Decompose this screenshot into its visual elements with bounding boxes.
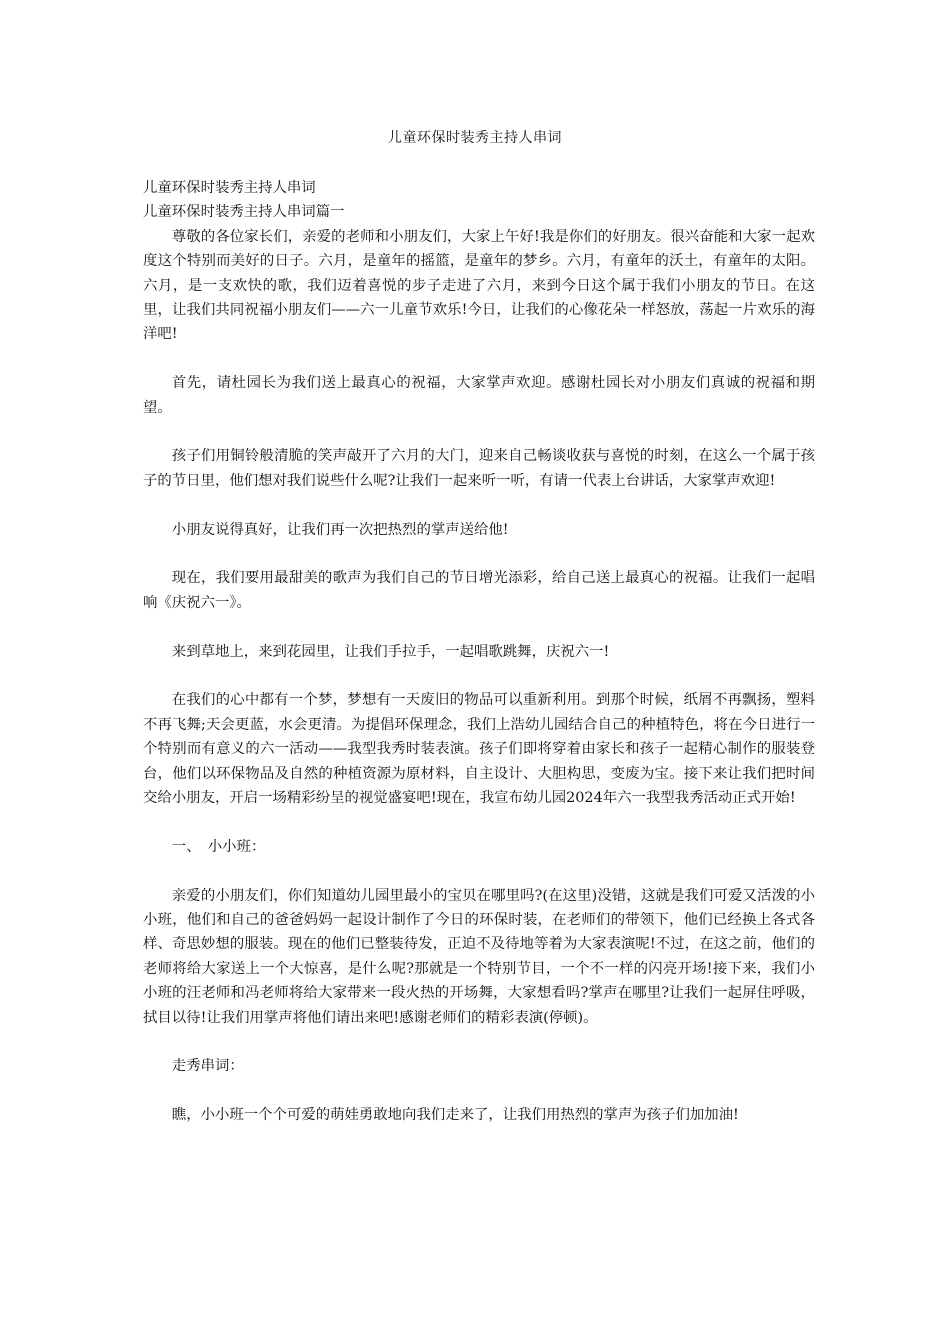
paragraph-director-blessing: 首先，请杜园长为我们送上最真心的祝福，大家掌声欢迎。感谢杜园长对小朋友们真诚的祝福和期望。 [143,375,815,416]
paragraph-runway-label: 走秀串词： [171,1058,244,1075]
paragraph-spacer [143,1079,815,1103]
paragraph-applause: 小朋友说得真好，让我们再一次把热烈的掌声送给他! [171,521,509,538]
paragraph-spacer [143,664,815,688]
heading-main: 儿童环保时装秀主持人串词 [143,180,316,196]
section-heading-nursery-class: 一、 小小班： [171,838,266,855]
paragraph-spacer [143,859,815,883]
paragraph-spacer [143,542,815,566]
heading-part-one: 儿童环保时装秀主持人串词篇一 [143,204,345,221]
paragraph-child-representative: 孩子们用铜铃般清脆的笑声敲开了六月的大门，迎来自己畅谈收获与喜悦的时刻，在这么一个属于孩子的节日里，他们想对我们说些什么呢?让我们一起来听一听，有请一代表上台讲话，大家掌声欢迎! [143,448,815,489]
paragraph-spacer [143,420,815,444]
paragraph-dance: 来到草地上，来到花园里，让我们手拉手，一起唱歌跳舞，庆祝六一! [171,643,610,660]
paragraph-nursery-class: 亲爱的小朋友们，你们知道幼儿园里最小的宝贝在哪里吗?(在这里)没错，这就是我们可爱又活泼的小小班，他们和自己的爸爸妈妈一起设计制作了今日的环保时装，在老师们的带领下，他们已经换上各式各样、奇思妙想的服装。现在的他们已整装待发，正迫不及待地等着为大家表演呢!不过，在这之前，他们的老师将给大家送上一个大惊喜，是什么呢?那就是一个特别节目，一个不一样的闪亮开场!接下来，我们小小班的汪老师和冯老师将给大家带来一段火热的开场舞，大家想看吗?掌声在哪里?让我们一起屏住呼吸，拭目以待!让我们用掌声将他们请出来吧!感谢老师们的精彩表演(停顿)。 [143,887,815,1026]
paragraph-spacer [143,347,815,371]
document-title: 儿童环保时装秀主持人串词 [388,130,562,146]
paragraph-spacer [143,615,815,639]
paragraph-eco-fashion-intro: 在我们的心中都有一个梦，梦想有一天废旧的物品可以重新利用。到那个时候，纸屑不再飘扬，塑料不再飞舞;天会更蓝，水会更清。为提倡环保理念，我们上浩幼儿园结合自己的种植特色，将在今日进行一个特别而有意义的六一活动——我型我秀时装表演。孩子们即将穿着由家长和孩子一起精心制作的服装登台，他们以环保物品及自然的种植资源为原材料，自主设计、大胆构思，变废为宝。接下来让我们把时间交给小朋友，开启一场精彩纷呈的视觉盛宴吧!现在，我宣布幼儿园2024年六一我型我秀活动正式开始! [143,692,815,807]
paragraph-runway-start: 瞧，小小班一个个可爱的萌娃勇敢地向我们走来了，让我们用热烈的掌声为孩子们加加油! [171,1107,739,1124]
paragraph-opening: 尊敬的各位家长们，亲爱的老师和小朋友们，大家上午好!我是你们的好朋友。很兴奋能和大家一起欢度这个特别而美好的日子。六月，是童年的摇篮，是童年的梦乡。六月，有童年的沃土，有童年的太阳。六月，是一支欢快的歌，我们迈着喜悦的步子走进了六月，来到今日这个属于我们小朋友的节日。在这里，让我们共同祝福小朋友们——六一儿童节欢乐!今日，让我们的心像花朵一样怒放，荡起一片欢乐的海洋吧! [143,228,815,343]
paragraph-spacer [143,1030,815,1054]
paragraph-spacer [143,493,815,517]
document-body [143,176,815,1128]
paragraph-song: 现在，我们要用最甜美的歌声为我们自己的节日增光添彩，给自己送上最真心的祝福。让我们一起唱响《庆祝六一》。 [143,570,815,611]
paragraph-spacer [143,810,815,834]
